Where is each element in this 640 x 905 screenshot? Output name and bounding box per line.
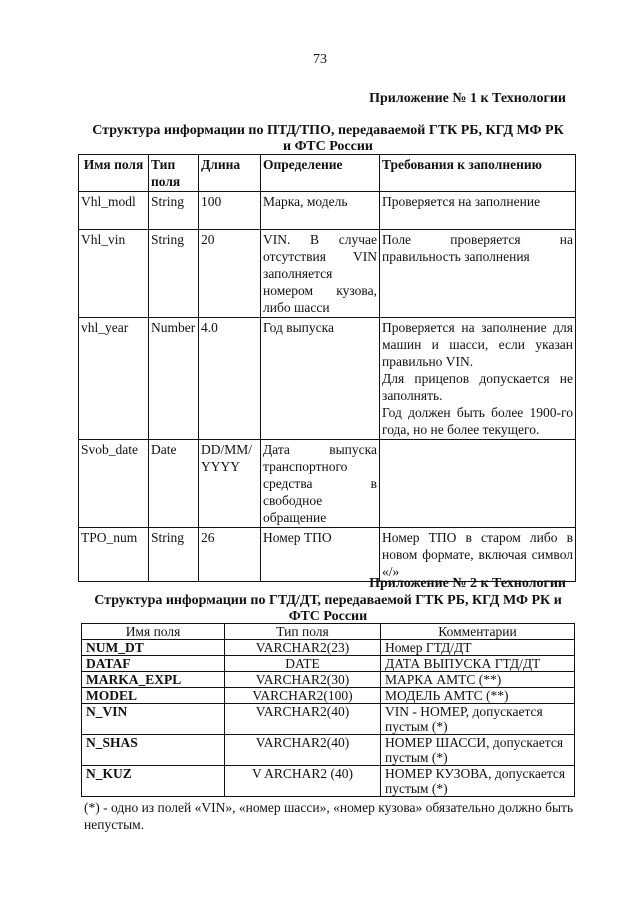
- field-name: N_KUZ: [82, 766, 225, 797]
- ptd-structure-table: [78, 154, 576, 582]
- field-requirements: Поле проверяется на правильность заполнения: [380, 230, 576, 318]
- field-type: VARCHAR2(30): [225, 672, 381, 688]
- table-2-title-line1: Структура информации по ГТД/ДТ, передаваемой ГТК РБ, КГД МФ РК и: [94, 593, 562, 608]
- table-row: [82, 735, 575, 766]
- field-comment: НОМЕР КУЗОВА, допускается пустым (*): [381, 766, 575, 797]
- field-name: N_SHAS: [82, 735, 225, 766]
- table-row: [82, 704, 575, 735]
- table-row: [82, 656, 575, 672]
- field-name: NUM_DT: [82, 640, 225, 656]
- field-type: DATE: [225, 656, 381, 672]
- field-comment: МАРКА АМТС (**): [381, 672, 575, 688]
- header-name: Имя поля: [82, 624, 225, 640]
- field-length: DD/MM/YYYY: [199, 440, 261, 528]
- field-type: String: [149, 230, 199, 318]
- field-definition: Марка, модель: [261, 192, 380, 230]
- field-name: N_VIN: [82, 704, 225, 735]
- field-comment: ДАТА ВЫПУСКА ГТД/ДТ: [381, 656, 575, 672]
- footnote: (*) - одно из полей «VIN», «номер шасси», «номер кузова» обязательно должно быть непустым.: [84, 800, 574, 832]
- field-length: 4.0: [199, 318, 261, 440]
- field-definition: VIN. В случае отсутствия VIN заполняется номером кузова, либо шасси: [261, 230, 380, 318]
- field-requirements: Проверяется на заполнение: [380, 192, 576, 230]
- field-type: V ARCHAR2 (40): [225, 766, 381, 797]
- field-length: 26: [199, 528, 261, 582]
- table-2-title: [60, 593, 596, 625]
- table-row: [79, 528, 576, 582]
- field-comment: НОМЕР ШАССИ, допускается пустым (*): [381, 735, 575, 766]
- table-row: [79, 192, 576, 230]
- field-requirements: [380, 440, 576, 528]
- field-name: MODEL: [82, 688, 225, 704]
- table-1-title-line1: Структура информации по ПТД/ТПО, передаваемой ГТК РБ, КГД МФ РК: [92, 123, 564, 138]
- field-name: MARKA_EXPL: [82, 672, 225, 688]
- table-row: [82, 766, 575, 797]
- page-number: 73: [313, 52, 327, 67]
- field-type: String: [149, 192, 199, 230]
- field-definition: Дата выпуска транспортного средства в свободное обращение: [261, 440, 380, 528]
- field-type: VARCHAR2(40): [225, 735, 381, 766]
- header-type: Тип поля: [149, 155, 199, 192]
- table-row: [79, 230, 576, 318]
- field-requirements: Номер ТПО в старом либо в новом формате, включая символ «/»: [380, 528, 576, 582]
- header-comment: Комментарии: [381, 624, 575, 640]
- header-type: Тип поля: [225, 624, 381, 640]
- field-type: VARCHAR2(100): [225, 688, 381, 704]
- field-type: Number: [149, 318, 199, 440]
- field-type: Date: [149, 440, 199, 528]
- field-type: VARCHAR2(40): [225, 704, 381, 735]
- table-row: [82, 688, 575, 704]
- header-definition: Определение: [261, 155, 380, 192]
- field-name: TPO_num: [79, 528, 149, 582]
- field-name: Svob_date: [79, 440, 149, 528]
- table-2-title-line2: ФТС России: [288, 609, 368, 624]
- table-row: [79, 318, 576, 440]
- table-row: [82, 640, 575, 656]
- field-name: DATAF: [82, 656, 225, 672]
- table-1-title: [60, 123, 596, 155]
- field-type: String: [149, 528, 199, 582]
- header-name: Имя поля: [79, 155, 149, 192]
- field-comment: МОДЕЛЬ АМТС (**): [381, 688, 575, 704]
- table-row: [82, 672, 575, 688]
- header-requirements: Требования к заполнению: [380, 155, 576, 192]
- field-name: vhl_year: [79, 318, 149, 440]
- table-header-row: [82, 624, 575, 640]
- field-definition: Год выпуска: [261, 318, 380, 440]
- field-length: 100: [199, 192, 261, 230]
- field-type: VARCHAR2(23): [225, 640, 381, 656]
- table-header-row: [79, 155, 576, 192]
- field-requirements: Проверяется на заполнение для машин и шасси, если указан правильно VIN. Для прицепов допускается не заполнять. Год должен быть более 1900-го года, но не более текущего.: [380, 318, 576, 440]
- field-comment: Номер ГТД/ДТ: [381, 640, 575, 656]
- appendix-2-title: Приложение № 2 к Технологии: [369, 576, 566, 591]
- field-length: 20: [199, 230, 261, 318]
- field-comment: VIN - НОМЕР, допускается пустым (*): [381, 704, 575, 735]
- gtd-structure-table: [81, 623, 575, 797]
- table-1-title-line2: и ФТС России: [283, 139, 373, 154]
- header-length: Длина: [199, 155, 261, 192]
- appendix-1-title: Приложение № 1 к Технологии: [369, 91, 566, 106]
- field-name: Vhl_modl: [79, 192, 149, 230]
- field-definition: Номер ТПО: [261, 528, 380, 582]
- field-name: Vhl_vin: [79, 230, 149, 318]
- table-row: [79, 440, 576, 528]
